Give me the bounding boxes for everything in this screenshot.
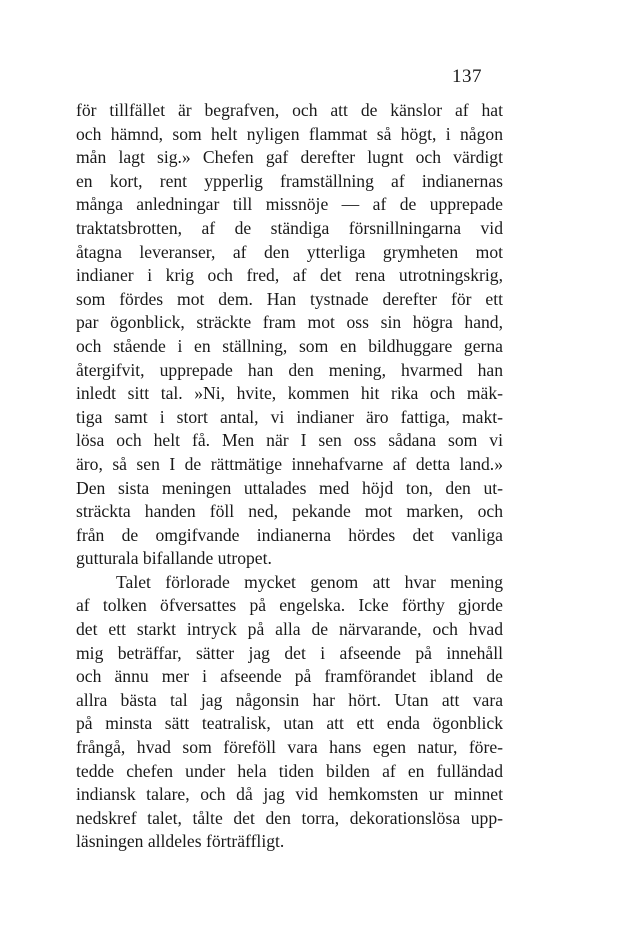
- body-text: [76, 99, 503, 854]
- text-line: gutturala bifallande utropet.: [76, 548, 272, 569]
- text-line: på minsta sätt teatralisk, utan att ett enda ögonblick: [76, 713, 503, 734]
- text-line: tiga samt i stort antal, vi indianer äro fattiga, makt-: [76, 406, 503, 427]
- text-line: som fördes mot dem. Han tystnade derefter för ett: [76, 288, 503, 309]
- text-line: och hämnd, som helt nyligen flammat så högt, i någon: [76, 123, 503, 144]
- text-line: traktatsbrotten, af de ständiga försnillningarna vid: [76, 217, 503, 238]
- text-line: par ögonblick, sträckte fram mot oss sin högra hand,: [76, 312, 503, 333]
- text-line: åtagna leveranser, af den ytterliga grymheten mot: [76, 241, 503, 262]
- text-line: af tolken öfversattes på engelska. Icke förthy gjorde: [76, 595, 503, 616]
- text-line: frångå, hvad som föreföll vara hans egen natur, före-: [76, 737, 503, 758]
- page-number: 137: [452, 66, 482, 87]
- text-line: sträckta handen föll ned, pekande mot marken, och: [76, 501, 503, 522]
- text-line: tedde chefen under hela tiden bilden af en fulländad: [76, 760, 503, 781]
- text-line: återgifvit, upprepade han den mening, hvarmed han: [76, 359, 503, 380]
- paragraph: [76, 571, 503, 854]
- text-line: läsningen alldeles förträffligt.: [76, 831, 285, 852]
- text-line: indianer i krig och fred, af det rena utrotningskrig,: [76, 265, 503, 286]
- text-line: mig beträffar, sätter jag det i afseende på innehåll: [76, 642, 503, 663]
- text-line: indiansk talare, och då jag vid hemkomsten ur minnet: [76, 784, 503, 805]
- text-line: allra bästa tal jag någonsin har hört. Utan att vara: [76, 689, 503, 710]
- text-line: Talet förlorade mycket genom att hvar mening: [116, 571, 503, 592]
- paragraph: [76, 99, 503, 571]
- text-line: äro, så sen I de rättmätige innehafvarne af detta land.»: [76, 453, 503, 474]
- text-line: det ett starkt intryck på alla de närvarande, och hvad: [76, 619, 503, 640]
- text-line: från de omgifvande indianerna hördes det vanliga: [76, 524, 503, 545]
- text-line: och stående i en ställning, som en bildhuggare gerna: [76, 335, 503, 356]
- text-line: många anledningar till missnöje — af de upprepade: [76, 194, 503, 215]
- text-line: mån lagt sig.» Chefen gaf derefter lugnt och värdigt: [76, 147, 503, 168]
- text-line: nedskref talet, tålte det den torra, dekorationslösa upp-: [76, 807, 503, 828]
- text-line: och ännu mer i afseende på framförandet ibland de: [76, 666, 503, 687]
- text-line: inledt sitt tal. »Ni, hvite, kommen hit rika och mäk-: [76, 383, 503, 404]
- text-line: för tillfället är begrafven, och att de känslor af hat: [76, 100, 503, 120]
- text-line: Den sista meningen uttalades med höjd ton, den ut-: [76, 477, 503, 498]
- text-line: lösa och helt få. Men när I sen oss sådana som vi: [76, 430, 503, 451]
- text-line: en kort, rent ypperlig framställning af indianernas: [76, 170, 503, 191]
